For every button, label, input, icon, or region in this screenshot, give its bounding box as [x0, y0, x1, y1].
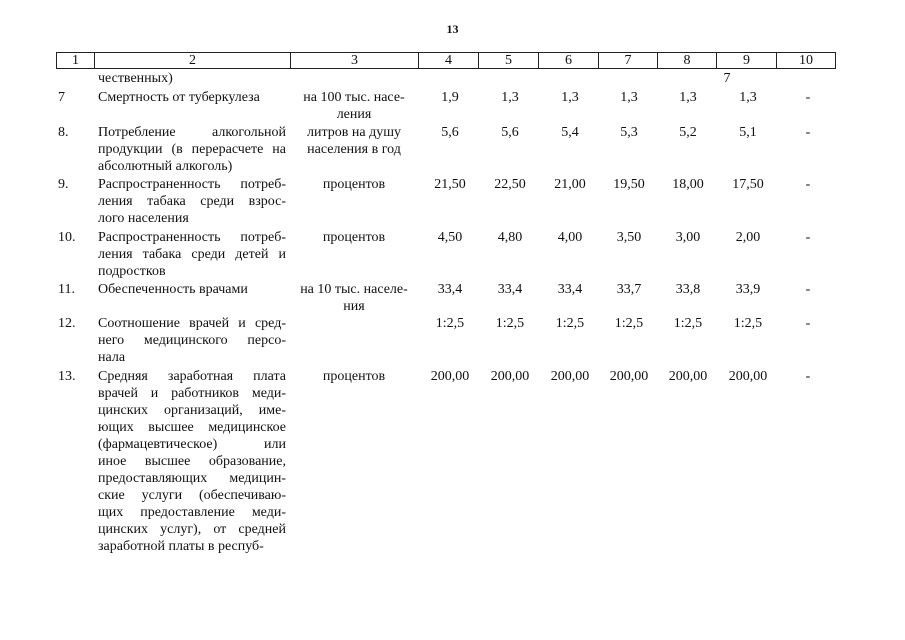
row-value-col-4: 33,4	[437, 282, 463, 297]
continuation-col9-mark: 7	[723, 71, 731, 86]
row-value-col-6: 1,3	[561, 90, 579, 105]
row-value-col-9: 1:2,5	[733, 316, 763, 331]
row-value-col-7: 33,7	[616, 282, 642, 297]
row-indicator-name	[98, 229, 286, 280]
row-value-col-6: 200,00	[550, 369, 590, 384]
indicator-name-line: Средняя заработная плата	[98, 369, 286, 384]
row-value-col-8: 200,00	[668, 369, 708, 384]
row-value-col-10: -	[805, 316, 811, 331]
row-value-col-10: -	[805, 90, 811, 105]
header-col-10: 10	[799, 53, 813, 68]
row-unit	[289, 124, 419, 158]
row-value-col-9: 1,3	[739, 90, 757, 105]
row-unit	[289, 368, 419, 385]
header-col-2: 2	[95, 53, 291, 68]
indicator-name-line: цинских организаций, име-	[98, 403, 286, 418]
row-value-col-4: 1:2,5	[435, 316, 465, 331]
row-value-col-7: 1:2,5	[614, 316, 644, 331]
row-value-col-6: 5,4	[561, 125, 579, 140]
row-value-col-7: 19,50	[613, 177, 645, 192]
header-col-8: 8	[658, 53, 717, 68]
row-unit	[289, 176, 419, 193]
row-value-col-6: 1:2,5	[555, 316, 585, 331]
row-index: 13.	[58, 369, 76, 384]
row-index: 8.	[58, 125, 69, 140]
header-col-6: 6	[539, 53, 599, 68]
row-indicator-name	[98, 368, 286, 555]
row-value-col-5: 5,6	[501, 125, 519, 140]
header-col-3: 3	[291, 53, 419, 68]
row-value-col-6: 21,00	[554, 177, 586, 192]
row-value-col-10: -	[805, 369, 811, 384]
row-unit	[289, 281, 419, 315]
row-value-col-5: 1,3	[501, 90, 519, 105]
row-value-col-6: 4,00	[557, 230, 583, 245]
unit-line: на 100 тыс. насе-	[303, 90, 405, 105]
indicator-name-line: цинских услуг), от средней	[98, 522, 286, 537]
row-value-col-10: -	[805, 177, 811, 192]
header-col-4: 4	[419, 53, 479, 68]
row-value-col-4: 5,6	[441, 125, 459, 140]
indicator-name-line: заработной платы в респуб-	[98, 539, 264, 554]
indicator-name-line: ющих высшее медицинское	[98, 420, 286, 435]
row-value-col-8: 33,8	[675, 282, 701, 297]
row-value-col-8: 1,3	[679, 90, 697, 105]
row-value-col-5: 1:2,5	[495, 316, 525, 331]
row-value-col-7: 1,3	[620, 90, 638, 105]
row-value-col-4: 200,00	[430, 369, 470, 384]
indicator-name-line: (фармацевтическое) или	[98, 437, 286, 452]
row-value-col-9: 5,1	[739, 125, 757, 140]
row-unit	[289, 89, 419, 123]
unit-line: процентов	[322, 230, 386, 245]
indicator-name-line: абсолютный алкоголь)	[98, 159, 233, 174]
unit-line: на 10 тыс. населе-	[300, 282, 408, 297]
unit-line: процентов	[322, 369, 386, 384]
row-value-col-4: 1,9	[441, 90, 459, 105]
indicator-name-line: ления табака среди взрос-	[98, 194, 286, 209]
row-index: 10.	[58, 230, 76, 245]
indicator-name-line: ления табака среди детей и	[98, 247, 286, 262]
row-indicator-name	[98, 124, 286, 175]
row-indicator-name	[98, 315, 286, 366]
header-col-1: 1	[57, 53, 95, 68]
row-value-col-7: 5,3	[620, 125, 638, 140]
indicator-name-line: Потребление алкогольной	[98, 125, 286, 140]
indicator-name-line: Распространенность потреб-	[98, 177, 286, 192]
row-value-col-10: -	[805, 230, 811, 245]
indicator-name-line: Соотношение врачей и сред-	[98, 316, 286, 331]
indicator-name-line: продукции (в перерасчете на	[98, 142, 286, 157]
row-index: 12.	[58, 316, 76, 331]
indicator-name-line: Обеспеченность врачами	[98, 282, 248, 297]
indicator-name-line: Смертность от туберкулеза	[98, 90, 260, 105]
row-value-col-5: 33,4	[497, 282, 523, 297]
row-value-col-5: 22,50	[494, 177, 526, 192]
row-value-col-9: 17,50	[732, 177, 764, 192]
row-indicator-name	[98, 281, 286, 298]
row-value-col-9: 33,9	[735, 282, 761, 297]
row-value-col-5: 200,00	[490, 369, 530, 384]
row-value-col-4: 21,50	[434, 177, 466, 192]
table-header-row	[56, 52, 836, 69]
row-value-col-8: 1:2,5	[673, 316, 703, 331]
unit-line: литров на душу	[307, 125, 401, 140]
row-value-col-10: -	[805, 125, 811, 140]
unit-line: населения в год	[307, 142, 401, 157]
row-index: 9.	[58, 177, 69, 192]
row-index: 11.	[58, 282, 75, 297]
indicator-name-line: подростков	[98, 264, 166, 279]
row-indicator-name	[98, 89, 286, 106]
row-value-col-10: -	[805, 282, 811, 297]
row-indicator-name	[98, 176, 286, 227]
header-col-7: 7	[599, 53, 658, 68]
indicator-name-line: врачей и работников меди-	[98, 386, 286, 401]
unit-line: ления	[336, 107, 372, 122]
row-value-col-7: 3,50	[616, 230, 642, 245]
row-value-col-4: 4,50	[437, 230, 463, 245]
row-value-col-8: 5,2	[679, 125, 697, 140]
row-value-col-9: 200,00	[728, 369, 768, 384]
header-col-9: 9	[717, 53, 777, 68]
indicator-name-line: Распространенность потреб-	[98, 230, 286, 245]
row-value-col-5: 4,80	[497, 230, 523, 245]
indicator-name-line: щих предоставление меди-	[98, 505, 286, 520]
row-value-col-7: 200,00	[609, 369, 649, 384]
header-col-5: 5	[479, 53, 539, 68]
indicator-name-line: предоставляющих медицин-	[98, 471, 286, 486]
indicator-name-line: лого населения	[98, 211, 189, 226]
row-value-col-9: 2,00	[735, 230, 761, 245]
row-value-col-8: 18,00	[672, 177, 704, 192]
indicator-name-line: нала	[98, 350, 126, 365]
row-value-col-8: 3,00	[675, 230, 701, 245]
row-index: 7	[58, 90, 65, 105]
unit-line: процентов	[322, 177, 386, 192]
continuation-text: чественных)	[98, 71, 173, 86]
page-number: 13	[446, 22, 459, 36]
indicator-name-line: иное высшее образование,	[98, 454, 286, 469]
indicator-name-line: ские услуги (обеспечиваю-	[98, 488, 286, 503]
unit-line: ния	[343, 299, 365, 314]
indicator-name-line: него медицинского персо-	[98, 333, 286, 348]
row-value-col-6: 33,4	[557, 282, 583, 297]
row-unit	[289, 229, 419, 246]
